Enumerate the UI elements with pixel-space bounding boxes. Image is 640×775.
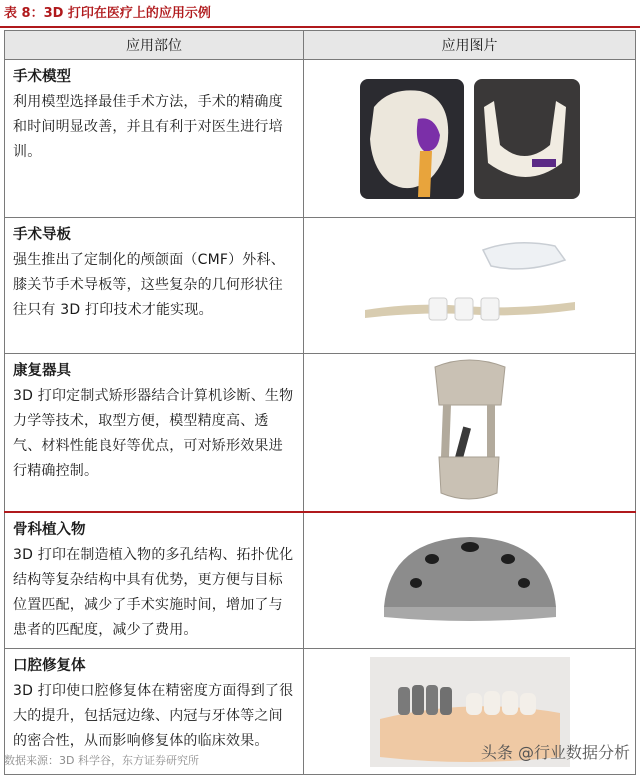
row-description: 利用模型选择最佳手术方法，手术的精确度和时间明显改善，并且有利于对医生进行培训。 [13,94,283,160]
row-text-cell [5,354,304,512]
table-caption: 表 8：3D 打印在医疗上的应用示例 [4,6,211,21]
row-image-cell [304,512,636,649]
surgical-model-image [360,79,580,199]
row-title: 康复器具 [13,363,71,379]
row-title: 骨科植入物 [13,521,86,538]
row-description: 3D 打印使口腔修复体在精密度方面得到了很大的提升，包括冠边缘、内冠与牙体等之间的密合性，从而影响修复体的临床效果。 [13,683,294,749]
surgical-guide-image [365,236,575,336]
table-header-row [5,31,636,60]
row-text-cell [5,218,304,354]
table-row [5,512,636,649]
table-row [5,60,636,218]
row-description: 3D 打印在制造植入物的多孔结构、拓扑优化结构等复杂结构中具有优势，更方便与目标位置匹配，减少了手术实施时间，增加了与患者的匹配度，减少了费用。 [13,546,294,638]
data-source: 数据来源：3D 科学谷，东方证券研究所 [4,754,199,767]
medical-application-table [4,30,636,775]
orthosis-image [425,357,515,507]
table-row [5,354,636,512]
header-application-site: 应用部位 [5,31,304,60]
row-title: 手术导板 [13,227,71,243]
caption-rule [0,26,640,28]
row-title: 手术模型 [13,69,71,85]
row-description: 强生推出了定制化的颅颌面（CMF）外科、膝关节手术导板等，这些复杂的几何形状往往只有 3D 打印技术才能实现。 [13,252,285,318]
table-row [5,218,636,354]
row-image-cell [304,354,636,512]
row-text-cell [5,512,304,649]
row-image-cell [304,60,636,218]
row-image-cell [304,218,636,354]
row-title: 口腔修复体 [13,658,86,674]
row-description: 3D 打印定制式矫形器结合计算机诊断、生物力学等技术，取型方便，模型精度高、透气、材料性能良好等优点，可对矫形效果进行精确控制。 [13,388,294,479]
header-application-image: 应用图片 [304,31,636,60]
row-text-cell [5,60,304,218]
orthopedic-implant-image [380,535,560,625]
watermark: 头条 @行业数据分析 [480,743,630,762]
